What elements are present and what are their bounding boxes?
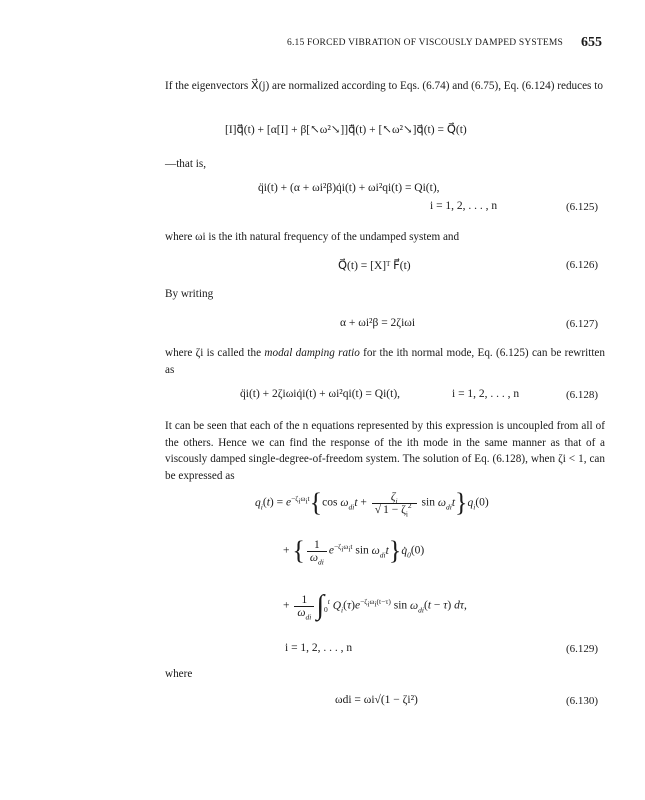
equation-6-129-line3: + $\frac{1}{\omega_{di}}$ $\int_0^t$ $Q_i(\tau)e^{-\zeta_i\omega_i(t-\tau)}$ $\sin \omega_{di}(t - \tau)$ dτ, [283,590,467,621]
paragraph-modal-damping [165,345,605,378]
equation-6-129-line2: + { $\frac{1}{\omega_{di}}$ $e^{-\zeta_i\omega_it}$ $\sin \omega_{di}t\}q̇_0(0)$ [283,536,425,566]
paragraph-modal-damping-end: for the ith normal mode, Eq. (6.125) can be rewritten as [165,347,605,376]
equation-number-6-130: (6.130) [566,695,599,707]
paragraph-by-writing: By writing [165,288,214,300]
equation-6-130: ωdi = ωi√(1 − ζi²) [335,694,418,706]
page-number: 655 [581,35,602,50]
equation-6-128-range: i = 1, 2, . . . , n [452,388,520,400]
term-modal-damping-ratio: modal damping ratio [264,347,360,359]
equation-number-6-126: (6.126) [566,259,599,271]
paragraph-where: where [165,668,193,680]
equation-number-6-129: (6.129) [566,643,599,655]
equation-6-126: Q⃗(t) = [X]ᵀ F⃗(t) [338,260,411,272]
paragraph-eigenvectors: If the eigenvectors X⃗(j) are normalized according to Eqs. (6.74) and (6.75), Eq. (6.124) reduces to [165,80,603,92]
equation-6-127: α + ωi²β = 2ζiωi [340,317,416,329]
equation-6-128: q̈i(t) + 2ζiωiq̇i(t) + ωi²qi(t) = Qi(t), [240,388,401,400]
equation-number-6-128: (6.128) [566,389,599,401]
running-title: 6.15 FORCED VIBRATION OF VISCOUSLY DAMPED SYSTEMS [287,38,564,48]
paragraph-modal-damping-start: where ζi is called the [165,347,265,359]
equation-number-6-127: (6.127) [566,318,599,330]
equation-matrix-form: [I]q̈⃗(t) + [α[I] + β[↖ω²↘]]q̇⃗(t) + [↖ω²↘]q⃗(t) = Q⃗(t) [225,124,467,136]
paragraph-uncoupled: It can be seen that each of the n equations represented by this expression is uncoupled from all of the others. Hence we can find the response of the ith mode in the same manner as that of a viscously damped single-degree-of-freedom system. The solution of Eq. (6.128), when ζi < 1, can be expressed as [165,420,605,482]
paragraph-natural-frequency: where ωi is the ith natural frequency of the undamped system and [165,231,460,243]
equation-6-125-line2: i = 1, 2, . . . , n [430,200,498,212]
equation-6-129-range: i = 1, 2, . . . , n [285,642,353,654]
equation-6-125-line1: q̈i(t) + (α + ωi²β)q̇i(t) + ωi²qi(t) = Qi(t), [258,182,440,194]
equation-6-129-line1: $q_i(t) = e^{-\zeta_i\omega_it}\{\cos$ $\omega_{di}t$ + $\frac{\zeta_i}{√ 1 - \zeta_i^2}$ $\sin \omega_{di}t\}q_i(0)$ [255,488,489,518]
paragraph-that-is: —that is, [165,158,207,170]
equation-number-6-125: (6.125) [566,201,599,213]
